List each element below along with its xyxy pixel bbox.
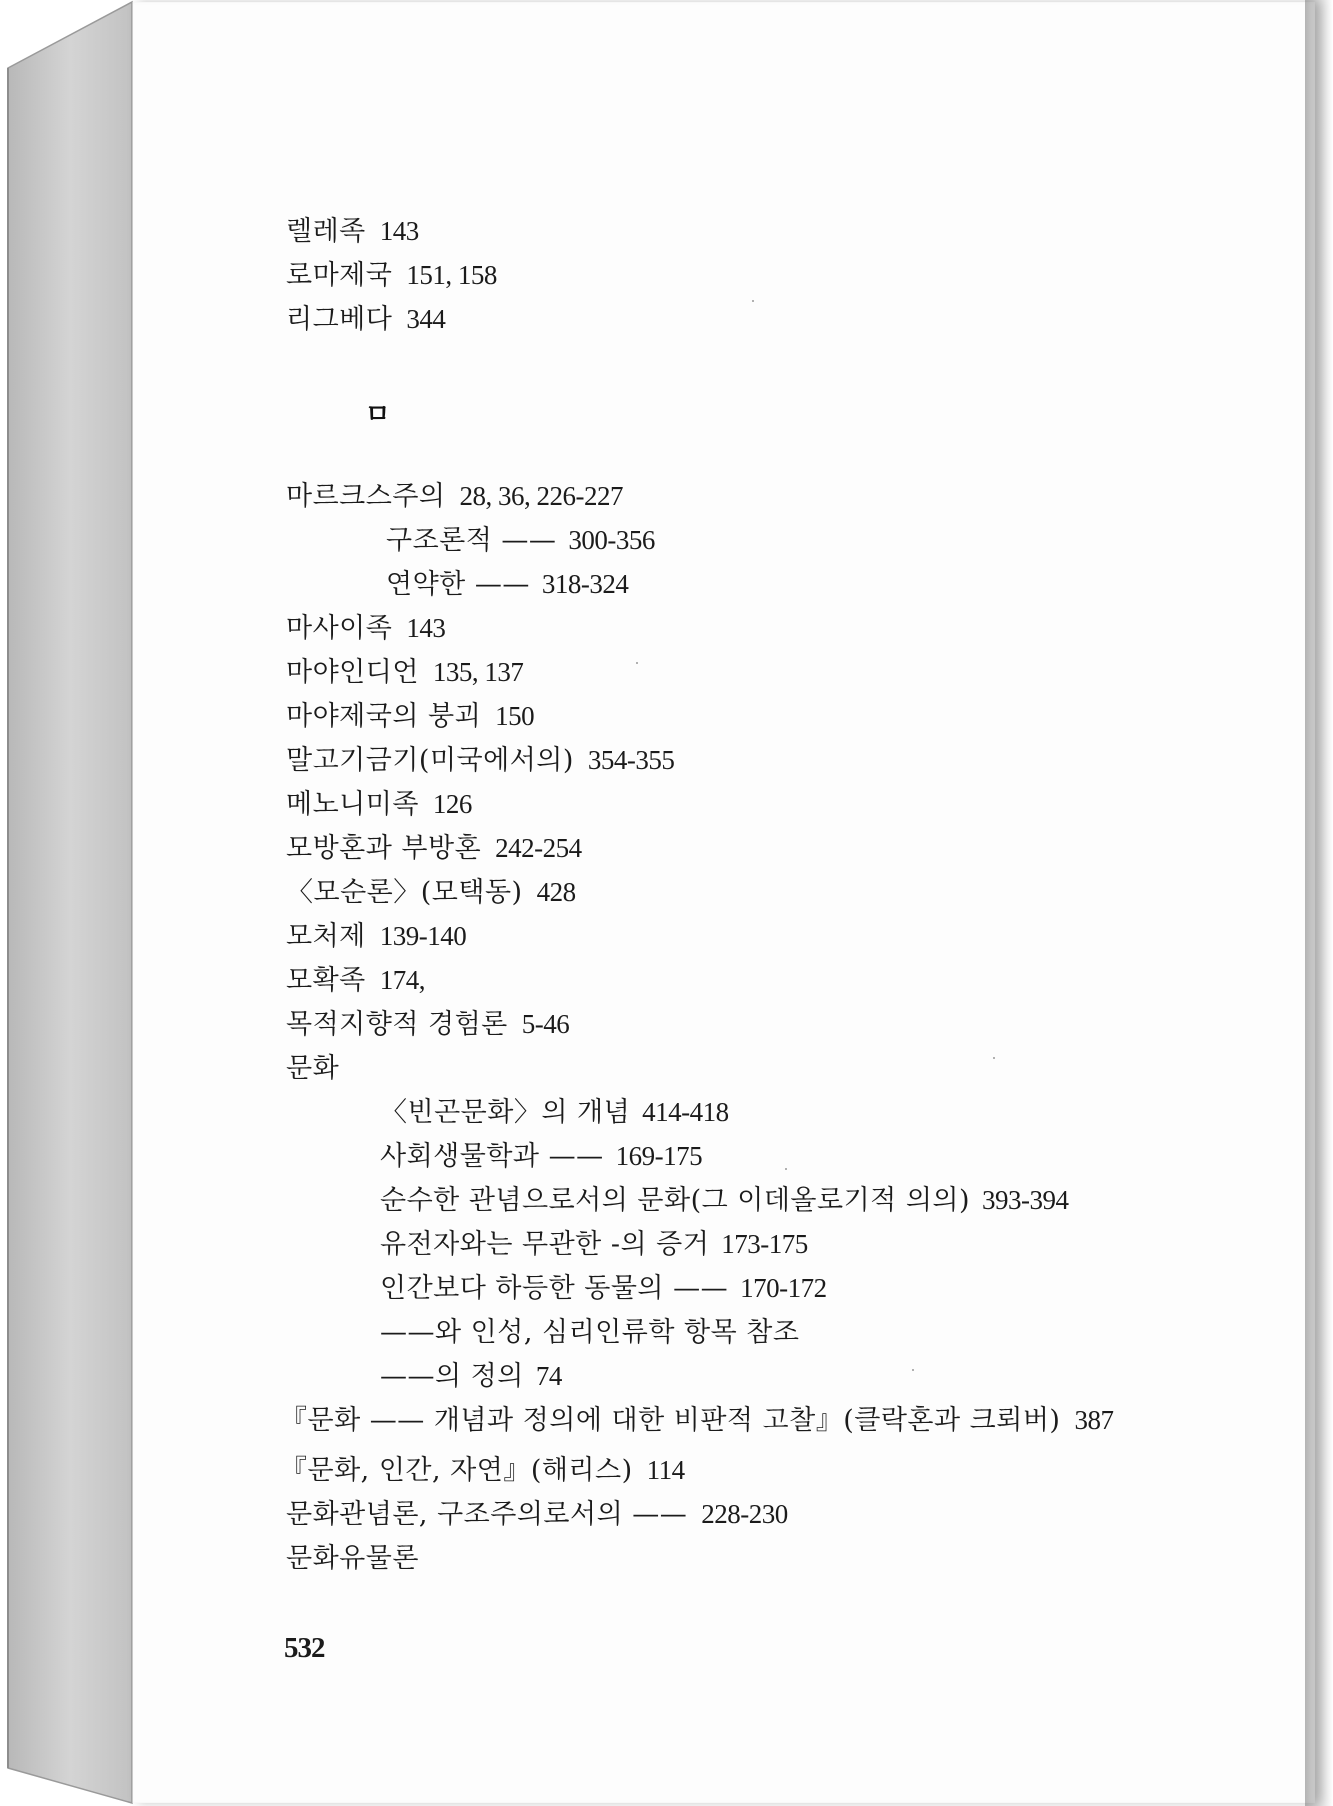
index-entry — [286, 214, 419, 249]
index-subentry — [380, 1183, 1069, 1218]
entry-term: 구조론적 —— — [386, 525, 557, 556]
section-heading: ㅁ — [365, 400, 391, 430]
index-entry — [286, 1541, 433, 1576]
index-entry — [286, 743, 674, 778]
entry-term: 문화관념론, 구조주의로서의 —— — [286, 1499, 688, 1530]
index-entry — [286, 258, 497, 293]
entry-term: 문화유물론 — [286, 1543, 419, 1574]
index-entry — [286, 479, 623, 514]
index-entry — [286, 831, 582, 866]
entry-term: 로마제국 — [286, 260, 393, 291]
index-entry — [286, 699, 534, 734]
index-entry — [286, 963, 425, 998]
index-subentry — [386, 523, 655, 558]
index-entry — [280, 1453, 685, 1488]
entry-term: 말고기금기(미국에서의) — [286, 745, 574, 776]
entry-pages: 428 — [536, 877, 576, 907]
entry-pages: 174, — [379, 965, 425, 995]
index-entry — [286, 655, 523, 690]
index-entry — [280, 1403, 1113, 1438]
index-subentry — [380, 1271, 827, 1306]
scan-speck — [752, 300, 754, 302]
entry-pages: 114 — [646, 1455, 685, 1485]
entry-term: 모방혼과 부방혼 — [286, 833, 482, 864]
page-number: 532 — [284, 1632, 325, 1664]
entry-pages: 139-140 — [379, 921, 467, 951]
entry-term: 순수한 관념으로서의 문화(그 이데올로기적 의의) — [380, 1185, 971, 1216]
index-subentry — [380, 1315, 811, 1350]
index-entry — [286, 1051, 353, 1086]
index-entry — [286, 611, 445, 646]
entry-term: 마르크스주의 — [286, 481, 446, 512]
entry-pages: 242-254 — [495, 833, 582, 863]
index-subentry — [386, 567, 628, 602]
index-entry — [286, 1497, 788, 1532]
entry-pages: 300-356 — [568, 525, 655, 555]
entry-term: 목적지향적 경험론 — [286, 1009, 508, 1040]
scan-speck — [993, 1057, 995, 1059]
scan-speck — [912, 1369, 914, 1371]
entry-pages: 151, 158 — [406, 260, 497, 290]
index-subentry — [380, 1095, 729, 1130]
entry-pages: 228-230 — [701, 1499, 788, 1529]
entry-term: 『문화, 인간, 자연』(해리스) — [280, 1455, 633, 1486]
entry-term: 연약한 —— — [386, 569, 530, 600]
entry-term: 사회생물학과 —— — [380, 1141, 604, 1172]
entry-pages: 143 — [379, 216, 419, 246]
entry-term: 인간보다 하등한 동물의 —— — [380, 1273, 729, 1304]
entry-pages: 170-172 — [740, 1273, 827, 1303]
entry-pages: 5-46 — [521, 1009, 570, 1039]
scan-speck — [636, 662, 638, 664]
index-subentry — [380, 1139, 702, 1174]
index-entry — [286, 302, 445, 337]
entry-pages: 28, 36, 226-227 — [459, 481, 623, 511]
entry-term: 모처제 — [286, 921, 366, 952]
entry-pages: 393-394 — [982, 1185, 1069, 1215]
index-subentry — [380, 1359, 562, 1394]
entry-term: 마야제국의 붕괴 — [286, 701, 482, 732]
entry-term: 렐레족 — [286, 216, 366, 247]
entry-term: 마야인디언 — [286, 657, 419, 688]
entry-pages: 74 — [535, 1361, 562, 1391]
entry-term: ——의 정의 — [380, 1361, 524, 1392]
entry-pages: 143 — [406, 613, 446, 643]
entry-pages: 318-324 — [541, 569, 629, 599]
entry-pages: 126 — [432, 789, 472, 819]
entry-term: 문화 — [286, 1053, 340, 1084]
entry-term: 리그베다 — [286, 304, 393, 335]
index-subentry — [380, 1227, 808, 1262]
entry-pages: 354-355 — [587, 745, 675, 775]
entry-term: 〈빈곤문화〉의 개념 — [380, 1097, 631, 1128]
entry-term: 유전자와는 무관한 -의 증거 — [380, 1229, 710, 1260]
index-entry — [286, 787, 472, 822]
entry-pages: 135, 137 — [432, 657, 524, 687]
index-entry — [286, 1007, 569, 1042]
entry-pages: 387 — [1074, 1405, 1114, 1435]
entry-pages: 344 — [406, 304, 446, 334]
entry-pages: 150 — [495, 701, 535, 731]
entry-term: 『문화 —— 개념과 정의에 대한 비판적 고찰』(클락혼과 크뢰버) — [280, 1405, 1061, 1436]
entry-term: ——와 인성, 심리인류학 항목 참조 — [380, 1317, 800, 1348]
entry-pages: 169-175 — [615, 1141, 703, 1171]
entry-pages: 414-418 — [642, 1097, 729, 1127]
entry-term: 마사이족 — [286, 613, 393, 644]
entry-term: 모확족 — [286, 965, 366, 996]
scan-speck — [785, 1168, 787, 1170]
entry-pages: 173-175 — [721, 1229, 808, 1259]
entry-term: 메노니미족 — [286, 789, 419, 820]
index-entry — [286, 875, 576, 910]
entry-term: 〈모순론〉(모택동) — [286, 877, 523, 908]
index-entry — [286, 919, 466, 954]
